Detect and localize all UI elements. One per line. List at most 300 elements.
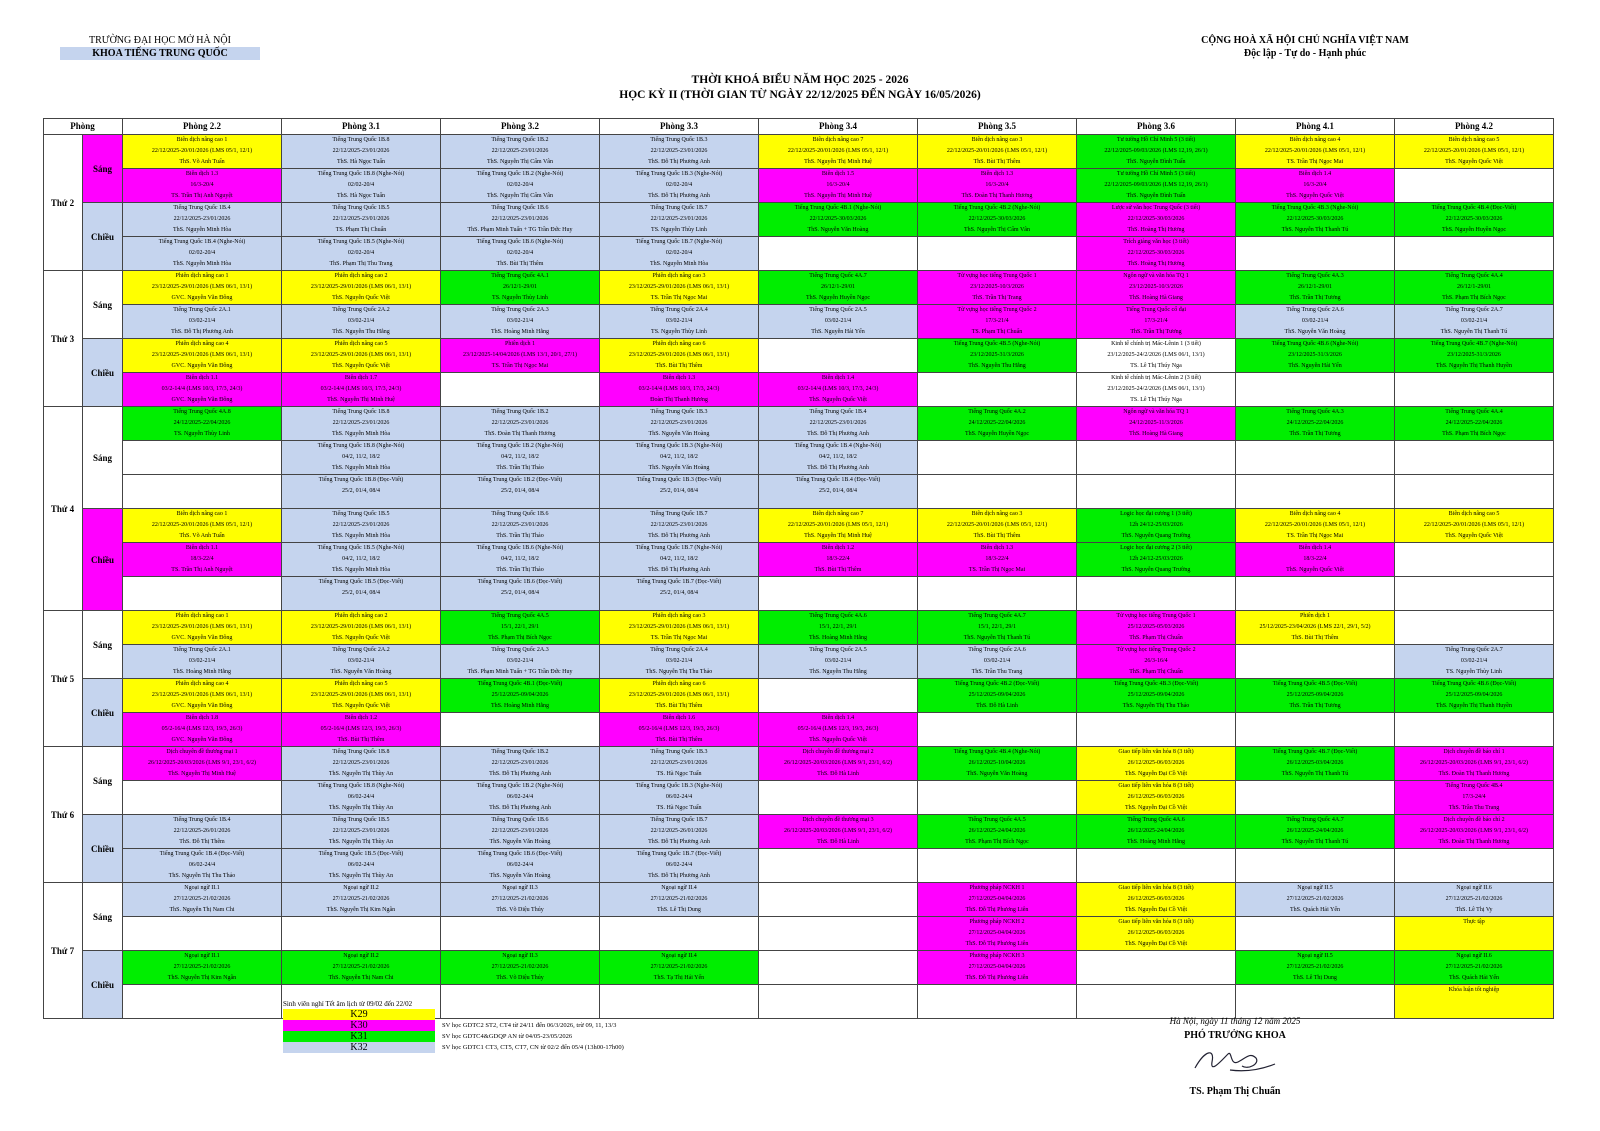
lecturer-name: ThS. Nguyễn Thị Minh Huệ bbox=[804, 193, 872, 199]
class-dates: 03/02-21/4 bbox=[983, 658, 1011, 664]
class-cell bbox=[1236, 849, 1395, 883]
lecturer-name: ThS. Đoàn Thị Thanh Hương bbox=[484, 431, 556, 437]
course-name: Ngôn ngữ và văn hóa TQ 1 bbox=[1123, 273, 1189, 279]
lecturer-name: ThS. Bùi Thị Thêm bbox=[655, 703, 703, 709]
class-dates: 23/12/2025-29/01/2026 (LMS 06/1, 13/1) bbox=[628, 692, 730, 698]
class-cell bbox=[282, 815, 441, 849]
lecturer-name: ThS. Nguyễn Quốc Việt bbox=[1445, 533, 1503, 539]
class-cell bbox=[918, 577, 1077, 611]
lecturer-name: ThS. Nguyễn Thu Hằng bbox=[332, 329, 390, 335]
class-cell bbox=[441, 917, 600, 951]
lecturer-name: ThS. Phạm Thị Chuẩn bbox=[1129, 635, 1183, 641]
class-cell bbox=[759, 645, 918, 679]
class-dates: 26/12/2025-24/04/2026 bbox=[1127, 828, 1185, 834]
class-cell bbox=[123, 407, 282, 441]
lecturer-name: ThS. Nguyễn Thị Thanh Huyền bbox=[1436, 363, 1512, 369]
lecturer-name: ThS. Nguyễn Văn Hoàng bbox=[1284, 329, 1346, 335]
class-cell bbox=[441, 339, 600, 373]
class-cell bbox=[1077, 917, 1236, 951]
day-label: Thứ 2 bbox=[43, 135, 83, 271]
lecturer-name: ThS. Nguyễn Văn Hoàng bbox=[489, 839, 551, 845]
lecturer-name: ThS. Nguyễn Thị Cẩm Vân bbox=[964, 227, 1030, 233]
class-dates: 22/12/2025-23/01/2026 bbox=[650, 216, 708, 222]
course-name: Tiếng Trung Quốc 1B.2 (Đọc-Viết) bbox=[477, 477, 563, 483]
motto: Độc lập - Tự do - Hạnh phúc bbox=[1243, 48, 1367, 59]
class-cell bbox=[600, 271, 759, 305]
course-name: Phiên dịch nâng cao 1 bbox=[175, 613, 229, 619]
course-name: Tiếng Trung Quốc cổ đại bbox=[1125, 307, 1187, 313]
course-name: Tiếng Trung Quốc 1B.3 (Đọc-Viết) bbox=[636, 477, 722, 483]
course-name: Tiếng Trung Quốc 1B.4 (Đọc-Viết) bbox=[795, 477, 881, 483]
course-name: Tiếng Trung Quốc 1B.4 (Nghe-Nói) bbox=[158, 239, 246, 245]
class-cell bbox=[282, 679, 441, 713]
course-name: Tiếng Trung Quốc 1B.8 (Nghe-Nói) bbox=[317, 171, 405, 177]
lecturer-name: ThS. Nguyễn Minh Hòa bbox=[332, 465, 390, 471]
course-name: Khóa luận tốt nghiệp bbox=[1448, 987, 1500, 993]
class-cell bbox=[1236, 815, 1395, 849]
class-cell bbox=[918, 645, 1077, 679]
lecturer-name bbox=[282, 599, 440, 610]
class-cell bbox=[282, 237, 441, 271]
class-dates: 15/1, 22/1, 29/1 bbox=[977, 624, 1016, 630]
class-cell bbox=[1236, 645, 1395, 679]
lecturer-name: ThS. Bùi Thị Thêm bbox=[496, 261, 544, 267]
class-dates: 24/12/2025-22/04/2026 bbox=[173, 420, 231, 426]
class-cell bbox=[1077, 475, 1236, 509]
course-name: Tiếng Trung Quốc 4B.4 (Nghe-Nói) bbox=[953, 749, 1041, 755]
lecturer-name: ThS. Nguyễn Minh Hòa bbox=[332, 567, 390, 573]
class-cell bbox=[1236, 407, 1395, 441]
course-name: Dịch chuyên đề thương mại 2 bbox=[802, 749, 874, 755]
course-name: Tiếng Trung Quốc 4A.7 bbox=[1286, 817, 1344, 823]
class-cell bbox=[282, 951, 441, 985]
class-cell bbox=[1395, 203, 1554, 237]
lecturer-name: TS. Nguyễn Thùy Linh bbox=[1446, 669, 1502, 675]
lecturer-name: TS. Trần Thị Anh Nguyệt bbox=[171, 567, 233, 573]
course-name: Tiếng Trung Quốc 1B.3 (Nghe-Nói) bbox=[635, 171, 723, 177]
class-dates: 23/12/2025-31/3/2026 bbox=[1447, 352, 1501, 358]
class-cell bbox=[1395, 373, 1554, 407]
class-dates: 25/2, 01/4, 08/4 bbox=[818, 488, 857, 494]
class-cell bbox=[123, 577, 282, 611]
class-cell bbox=[759, 135, 918, 169]
lecturer-name: ThS. Nguyễn Quang Trường bbox=[1121, 567, 1191, 573]
class-cell bbox=[1395, 407, 1554, 441]
class-dates: 22/12/2025-30/03/2026 bbox=[1127, 250, 1185, 256]
course-name: Tiếng Trung Quốc 4B.2 (Nghe-Nói) bbox=[953, 205, 1041, 211]
course-name: Phương pháp NCKH 3 bbox=[969, 953, 1025, 959]
lecturer-name: ThS. Đỗ Hà Linh bbox=[976, 703, 1018, 709]
class-dates: 18/3-22/4 bbox=[985, 556, 1009, 562]
class-dates: 26/12/2025-24/04/2026 bbox=[1286, 828, 1344, 834]
lecturer-name: ThS. Nguyễn Thị Nam Chi bbox=[328, 975, 394, 981]
day-label: Thứ 5 bbox=[43, 611, 83, 747]
class-dates: 22/12/2025-23/01/2026 bbox=[173, 216, 231, 222]
class-dates: 06/02-24/4 bbox=[665, 794, 693, 800]
class-dates: 23/12/2025-14/04/2026 (LMS 13/1, 20/1, 27/1) bbox=[463, 352, 577, 358]
lecturer-name: ThS. Bùi Thị Thêm bbox=[973, 533, 1021, 539]
course-name: Tiếng Trung Quốc 1B.7 bbox=[650, 817, 708, 823]
class-dates: 22/12/2025-23/01/2026 bbox=[332, 148, 390, 154]
lecturer-name: ThS. Nguyễn Thị Thu Thảo bbox=[1122, 703, 1190, 709]
lecturer-name: ThS. Nguyễn Văn Hoàng bbox=[648, 431, 710, 437]
course-name: Phiên dịch nâng cao 2 bbox=[334, 613, 388, 619]
lecturer-name: ThS. Nguyễn Quang Trường bbox=[1121, 533, 1191, 539]
course-name: Tiếng Trung Quốc 4A.3 bbox=[1286, 273, 1344, 279]
class-cell bbox=[759, 815, 918, 849]
session-label: Sáng bbox=[83, 271, 123, 339]
room-header: Phòng 2.2 bbox=[123, 118, 282, 135]
class-cell bbox=[759, 577, 918, 611]
class-cell bbox=[1077, 849, 1236, 883]
class-cell bbox=[1395, 747, 1554, 781]
class-cell bbox=[441, 985, 600, 1019]
class-cell bbox=[1077, 883, 1236, 917]
class-dates: 22/12/2025-20/01/2026 (LMS 05/1, 12/1) bbox=[1264, 148, 1366, 154]
class-cell bbox=[1236, 679, 1395, 713]
class-dates: 04/2, 11/2, 18/2 bbox=[501, 454, 539, 460]
class-dates: 27/12/2025-21/02/2026 bbox=[1286, 964, 1344, 970]
course-name: Ngôn ngữ và văn hóa TQ 1 bbox=[1123, 409, 1189, 415]
course-name: Tiếng Trung Quốc 1B.2 bbox=[491, 409, 549, 415]
class-cell bbox=[282, 339, 441, 373]
course-name: Dịch chuyên đề báo chí 1 bbox=[1443, 749, 1505, 755]
lecturer-name: ThS. Nguyễn Thị Thanh Tú bbox=[1440, 329, 1508, 335]
lecturer-name: TS. Hà Ngọc Tuấn bbox=[656, 805, 702, 811]
course-name: Biên dịch 1.2 bbox=[344, 715, 378, 721]
class-cell bbox=[918, 543, 1077, 577]
lecturer-name: GVC. Nguyễn Văn Đông bbox=[171, 635, 233, 641]
class-dates: 04/2, 11/2, 18/2 bbox=[501, 556, 539, 562]
course-name: Tiếng Trung Quốc 2A.3 bbox=[491, 647, 549, 653]
lecturer-name: ThS. Nguyễn Đại Cồ Việt bbox=[1124, 941, 1188, 947]
lecturer-name: ThS. Đỗ Thị Thêm bbox=[179, 839, 225, 845]
class-cell bbox=[1077, 951, 1236, 985]
class-dates: 03/02-21/4 bbox=[188, 318, 216, 324]
course-name: Tiếng Trung Quốc 4A.2 bbox=[968, 409, 1026, 415]
class-dates: 03/2-14/4 (LMS 10/3, 17/3, 24/3) bbox=[161, 386, 243, 392]
class-dates: 25/12/2025-09/04/2026 bbox=[1127, 692, 1185, 698]
lecturer-name: TS. Trần Thị Ngọc Mai bbox=[1286, 533, 1344, 539]
course-name: Lược sử văn học Trung Quốc (3 tiết) bbox=[1111, 205, 1201, 211]
class-cell bbox=[759, 849, 918, 883]
class-dates: 02/02-20/4 bbox=[188, 250, 216, 256]
lecturer-name: ThS. Bùi Thị Thêm bbox=[655, 363, 703, 369]
class-dates: 27/12/2025-21/02/2026 bbox=[1286, 896, 1344, 902]
class-cell bbox=[1236, 543, 1395, 577]
course-name: Tiếng Trung Quốc 1B.4 (Nghe-Nói) bbox=[794, 443, 882, 449]
course-name: Từ vựng học tiếng Trung Quốc 2 bbox=[1116, 647, 1196, 653]
class-dates: 27/12/2025-04/04/2026 bbox=[968, 896, 1026, 902]
course-name: Phiên dịch nâng cao 3 bbox=[652, 613, 706, 619]
class-dates: 18/3-22/4 bbox=[1303, 556, 1327, 562]
lecturer-name: ThS. Đỗ Thị Phương Anh bbox=[807, 465, 869, 471]
legend-swatch: K30 bbox=[283, 1020, 435, 1031]
lecturer-name: TS. Phạm Thị Chuẩn bbox=[335, 227, 387, 233]
class-cell bbox=[441, 815, 600, 849]
lecturer-name: ThS. Trần Thu Trang bbox=[971, 669, 1023, 675]
course-name: Tiếng Trung Quốc 1B.6 bbox=[491, 817, 549, 823]
session-label: Sáng bbox=[83, 135, 123, 203]
class-dates: 25/2, 01/4, 08/4 bbox=[500, 590, 539, 596]
lecturer-name: ThS. Nguyễn Đại Cồ Việt bbox=[1124, 805, 1188, 811]
class-cell bbox=[759, 543, 918, 577]
course-name: Tiếng Trung Quốc 4B.4 bbox=[1445, 783, 1503, 789]
class-cell bbox=[123, 135, 282, 169]
class-cell bbox=[441, 849, 600, 883]
class-dates: 22/12/2025-09/03/2026 (LMS 12,19, 26/1) bbox=[1104, 148, 1208, 154]
class-dates: 23/12/2025-29/01/2026 (LMS 06/1, 13/1) bbox=[628, 284, 730, 290]
lecturer-name: TS. Hà Ngọc Tuấn bbox=[656, 771, 702, 777]
class-dates: 03/2-14/4 (LMS 10/3, 17/3, 24/3) bbox=[638, 386, 720, 392]
class-dates: 22/12/2025-20/01/2026 (LMS 05/1, 12/1) bbox=[787, 148, 889, 154]
course-name: Tiếng Trung Quốc 1B.3 (Nghe-Nói) bbox=[635, 783, 723, 789]
course-name: Biên dịch nâng cao 3 bbox=[971, 511, 1023, 517]
lecturer-name: GVC. Nguyễn Văn Đông bbox=[171, 295, 233, 301]
lecturer-name: ThS. Đỗ Thị Phương Anh bbox=[489, 805, 551, 811]
class-cell bbox=[1395, 543, 1554, 577]
session-label: Chiều bbox=[83, 509, 123, 611]
class-cell bbox=[1077, 373, 1236, 407]
lecturer-name bbox=[759, 497, 917, 508]
class-dates: 25/2, 01/4, 08/4 bbox=[659, 488, 698, 494]
lecturer-name: ThS. Nguyễn Văn Hoàng bbox=[489, 873, 551, 879]
lecturer-name: ThS. Nguyễn Quốc Việt bbox=[332, 635, 390, 641]
class-cell bbox=[282, 713, 441, 747]
lecturer-name: ThS. Nguyễn Văn Hoàng bbox=[966, 771, 1028, 777]
class-cell bbox=[1077, 815, 1236, 849]
class-cell bbox=[1395, 679, 1554, 713]
course-name: Giao tiếp liên văn hóa 8 (3 tiết) bbox=[1118, 749, 1194, 755]
course-name: Tiếng Trung Quốc 1B.5 (Đọc-Viết) bbox=[318, 851, 404, 857]
class-dates: 18/3-22/4 bbox=[826, 556, 850, 562]
class-cell bbox=[600, 543, 759, 577]
course-name: Tiếng Trung Quốc 4B.5 (Đọc-Viết) bbox=[1272, 681, 1358, 687]
course-name: Biên dịch nâng cao 5 bbox=[1448, 137, 1500, 143]
class-dates: 26/12/2025-20/03/2026 (LMS 9/1, 23/1, 6/2) bbox=[1420, 828, 1528, 834]
class-cell bbox=[1395, 985, 1554, 1019]
course-name: Ngoại ngữ II.1 bbox=[184, 953, 220, 959]
class-cell bbox=[1236, 203, 1395, 237]
course-name: Tiếng Trung Quốc 4B.6 (Nghe-Nói) bbox=[1271, 341, 1359, 347]
class-cell bbox=[600, 815, 759, 849]
lecturer-name: ThS. Nguyễn Thị Thanh Tú bbox=[1281, 839, 1349, 845]
class-dates: 27/12/2025-21/02/2026 bbox=[173, 964, 231, 970]
class-cell bbox=[759, 373, 918, 407]
class-dates: 22/12/2025-30/03/2026 bbox=[809, 216, 867, 222]
class-cell bbox=[123, 543, 282, 577]
class-cell bbox=[123, 815, 282, 849]
class-dates: 22/12/2025-23/01/2026 bbox=[332, 760, 390, 766]
class-cell bbox=[600, 577, 759, 611]
class-cell bbox=[759, 271, 918, 305]
class-cell bbox=[600, 747, 759, 781]
course-name: Tiếng Trung Quốc 1B.7 (Đọc-Viết) bbox=[636, 851, 722, 857]
class-cell bbox=[1077, 271, 1236, 305]
class-dates: 16/3-20/4 bbox=[190, 182, 214, 188]
lecturer-name: ThS. Đỗ Thị Phương Liên bbox=[965, 941, 1029, 947]
class-dates: 23/12/2025-29/01/2026 (LMS 06/1, 13/1) bbox=[151, 624, 253, 630]
class-cell bbox=[759, 611, 918, 645]
class-cell bbox=[282, 305, 441, 339]
class-dates: 25/12/2025-09/04/2026 bbox=[1286, 692, 1344, 698]
class-dates: 22/12/2025-20/01/2026 (LMS 05/1, 12/1) bbox=[151, 522, 253, 528]
class-dates: 26/12/2025-20/03/2026 (LMS 9/1, 23/1, 6/2) bbox=[1420, 760, 1528, 766]
class-dates: 25/12/2025-23/04/2026 (LMS 22/1, 29/1, 5/2) bbox=[1259, 624, 1371, 630]
course-name: Tiếng Trung Quốc 2A.1 bbox=[173, 307, 231, 313]
class-cell bbox=[918, 713, 1077, 747]
course-name: Tiếng Trung Quốc 1B.8 bbox=[332, 137, 390, 143]
class-cell bbox=[282, 781, 441, 815]
class-cell bbox=[918, 305, 1077, 339]
class-dates: 23/12/2025-24/2/2026 (LMS 06/1, 13/1) bbox=[1107, 386, 1205, 392]
lecturer-name: ThS. Nguyễn Văn Hoàng bbox=[648, 465, 710, 471]
course-name: Biên dịch 1.1 bbox=[185, 545, 219, 551]
class-dates: 27/12/2025-21/02/2026 bbox=[491, 896, 549, 902]
lecturer-name: ThS. Nguyễn Huyền Ngọc bbox=[1442, 227, 1506, 233]
course-name: Tiếng Trung Quốc 1B.5 (Nghe-Nói) bbox=[317, 545, 405, 551]
course-name: Tiếng Trung Quốc 1B.5 bbox=[332, 205, 390, 211]
lecturer-name: ThS. Đỗ Thị Phương Anh bbox=[648, 873, 710, 879]
class-cell bbox=[123, 645, 282, 679]
class-cell bbox=[1395, 305, 1554, 339]
course-name: Ngoại ngữ II.3 bbox=[502, 953, 538, 959]
class-cell bbox=[759, 339, 918, 373]
course-name: Tiếng Trung Quốc 4A.6 bbox=[809, 613, 867, 619]
class-cell bbox=[441, 407, 600, 441]
lecturer-name: ThS. Phạm Minh Tuấn + TG Trần Đức Huy bbox=[467, 669, 573, 675]
class-cell bbox=[1236, 985, 1395, 1019]
class-cell bbox=[1236, 441, 1395, 475]
class-cell bbox=[759, 169, 918, 203]
class-dates: 22/12/2025-23/01/2026 bbox=[491, 760, 549, 766]
class-cell bbox=[918, 407, 1077, 441]
course-name: Biên dịch nâng cao 4 bbox=[1289, 137, 1341, 143]
lecturer-name: ThS. Nguyễn Thị Minh Huệ bbox=[327, 397, 395, 403]
course-name: Biên dịch 1.3 bbox=[980, 171, 1014, 177]
lecturer-name: TS. Nguyễn Thùy Linh bbox=[492, 295, 548, 301]
course-name: Tiếng Trung Quốc 4B.7 (Đọc-Viết) bbox=[1272, 749, 1358, 755]
course-name: Tiếng Trung Quốc 2A.5 bbox=[809, 647, 867, 653]
lecturer-name: ThS. Nguyễn Hải Yến bbox=[811, 329, 865, 335]
lecturer-name: ThS. Nguyễn Văn Hoàng bbox=[330, 669, 392, 675]
class-cell bbox=[1077, 679, 1236, 713]
class-dates: 26/12/1-29/01 bbox=[1298, 284, 1332, 290]
class-cell bbox=[1077, 645, 1236, 679]
class-dates: 27/12/2025-21/02/2026 bbox=[332, 896, 390, 902]
class-dates: 22/12/2025-20/01/2026 (LMS 05/1, 12/1) bbox=[946, 148, 1048, 154]
class-cell bbox=[441, 577, 600, 611]
class-dates: 02/02-20/4 bbox=[347, 182, 375, 188]
class-cell bbox=[600, 407, 759, 441]
lecturer-name: TS. Trần Thị Ngọc Mai bbox=[650, 635, 708, 641]
class-dates: 22/12/2025-20/01/2026 (LMS 05/1, 12/1) bbox=[787, 522, 889, 528]
class-dates: 17/3-24/4 bbox=[1462, 794, 1486, 800]
class-cell bbox=[1395, 917, 1554, 951]
class-dates: 22/12/2025-23/01/2026 bbox=[332, 216, 390, 222]
course-name: Phiên dịch nâng cao 2 bbox=[334, 273, 388, 279]
class-dates: 22/12/2025-20/01/2026 (LMS 05/1, 12/1) bbox=[1423, 148, 1525, 154]
course-name: Biên dịch nâng cao 7 bbox=[812, 511, 864, 517]
course-name: Ngoại ngữ II.6 bbox=[1456, 885, 1492, 891]
class-cell bbox=[282, 849, 441, 883]
session-label: Sáng bbox=[83, 407, 123, 509]
class-cell bbox=[441, 951, 600, 985]
lecturer-name: ThS. Nguyễn Thị Thùy An bbox=[328, 873, 394, 879]
class-cell bbox=[918, 917, 1077, 951]
class-cell bbox=[1236, 339, 1395, 373]
course-name: Tiếng Trung Quốc 1B.4 bbox=[173, 205, 231, 211]
course-name: Ngoại ngữ II.5 bbox=[1297, 885, 1333, 891]
class-dates: 25/12/2025-09/04/2026 bbox=[1445, 692, 1503, 698]
course-name: Dịch chuyên đề thương mại 3 bbox=[802, 817, 874, 823]
lecturer-name: ThS. Trần Thu Trang bbox=[1448, 805, 1500, 811]
class-dates: 27/12/2025-04/04/2026 bbox=[968, 930, 1026, 936]
class-cell bbox=[282, 747, 441, 781]
lecturer-name: ThS. Nguyễn Minh Hòa bbox=[332, 431, 390, 437]
class-dates: 06/02-24/4 bbox=[506, 862, 534, 868]
legend-swatch: K29 bbox=[283, 1009, 435, 1020]
class-dates: 25/2, 01/4, 08/4 bbox=[341, 488, 380, 494]
class-dates: 03/02-21/4 bbox=[1460, 658, 1488, 664]
room-header: Phòng 3.2 bbox=[441, 118, 600, 135]
class-cell bbox=[441, 169, 600, 203]
lecturer-name: ThS. Hoàng Hà Giang bbox=[1129, 431, 1183, 437]
class-dates: 22/12/2025-20/01/2026 (LMS 05/1, 12/1) bbox=[1423, 522, 1525, 528]
class-cell bbox=[123, 509, 282, 543]
class-cell bbox=[918, 951, 1077, 985]
lecturer-name: ThS. Lê Thị Dung bbox=[657, 907, 701, 913]
class-dates: 23/12/2025-31/3/2026 bbox=[1288, 352, 1342, 358]
session-label: Chiều bbox=[83, 815, 123, 883]
course-name: Tiếng Trung Quốc 2A.6 bbox=[968, 647, 1026, 653]
course-name: Tiếng Trung Quốc 1B.7 (Đọc-Viết) bbox=[636, 579, 722, 585]
course-name: Tiếng Trung Quốc 1B.7 (Nghe-Nói) bbox=[635, 239, 723, 245]
lecturer-name: ThS. Nguyễn Thị Thùy An bbox=[328, 771, 394, 777]
session-label: Chiều bbox=[83, 679, 123, 747]
class-cell bbox=[1077, 169, 1236, 203]
course-name: Tiếng Trung Quốc 1B.6 (Nghe-Nói) bbox=[476, 239, 564, 245]
class-cell bbox=[282, 577, 441, 611]
class-dates: 22/12/2025-23/01/2026 bbox=[491, 828, 549, 834]
class-cell bbox=[1236, 577, 1395, 611]
session-label: Sáng bbox=[83, 883, 123, 951]
class-dates: 06/02-24/4 bbox=[347, 794, 375, 800]
course-name: Kinh tế chính trị Mác-Lênin 1 (3 tiết) bbox=[1111, 341, 1201, 347]
class-dates: 23/12/2025-31/3/2026 bbox=[970, 352, 1024, 358]
class-cell bbox=[759, 441, 918, 475]
course-name: Phiên dịch nâng cao 4 bbox=[175, 341, 229, 347]
class-dates: 24/12/2025-11/3/2026 bbox=[1129, 420, 1183, 426]
class-cell bbox=[600, 237, 759, 271]
class-cell bbox=[1236, 509, 1395, 543]
course-name: Tiếng Trung Quốc 1B.2 (Nghe-Nói) bbox=[476, 443, 564, 449]
class-cell bbox=[123, 339, 282, 373]
class-cell bbox=[1395, 883, 1554, 917]
class-dates: 22/12/2025-30/03/2026 bbox=[1127, 216, 1185, 222]
class-dates: 26/12/1-29/01 bbox=[503, 284, 537, 290]
course-name: Kinh tế chính trị Mác-Lênin 2 (3 tiết) bbox=[1111, 375, 1201, 381]
course-name: Tiếng Trung Quốc 1B.5 (Đọc-Viết) bbox=[318, 579, 404, 585]
class-cell bbox=[918, 883, 1077, 917]
class-cell bbox=[123, 373, 282, 407]
class-cell bbox=[600, 781, 759, 815]
class-cell bbox=[918, 475, 1077, 509]
class-cell bbox=[759, 203, 918, 237]
lecturer-name: ThS. Quách Hải Yến bbox=[1289, 907, 1341, 913]
class-dates: 25/2, 01/4, 08/4 bbox=[659, 590, 698, 596]
class-dates: 12h 24/12-25/03/2026 bbox=[1129, 556, 1183, 562]
